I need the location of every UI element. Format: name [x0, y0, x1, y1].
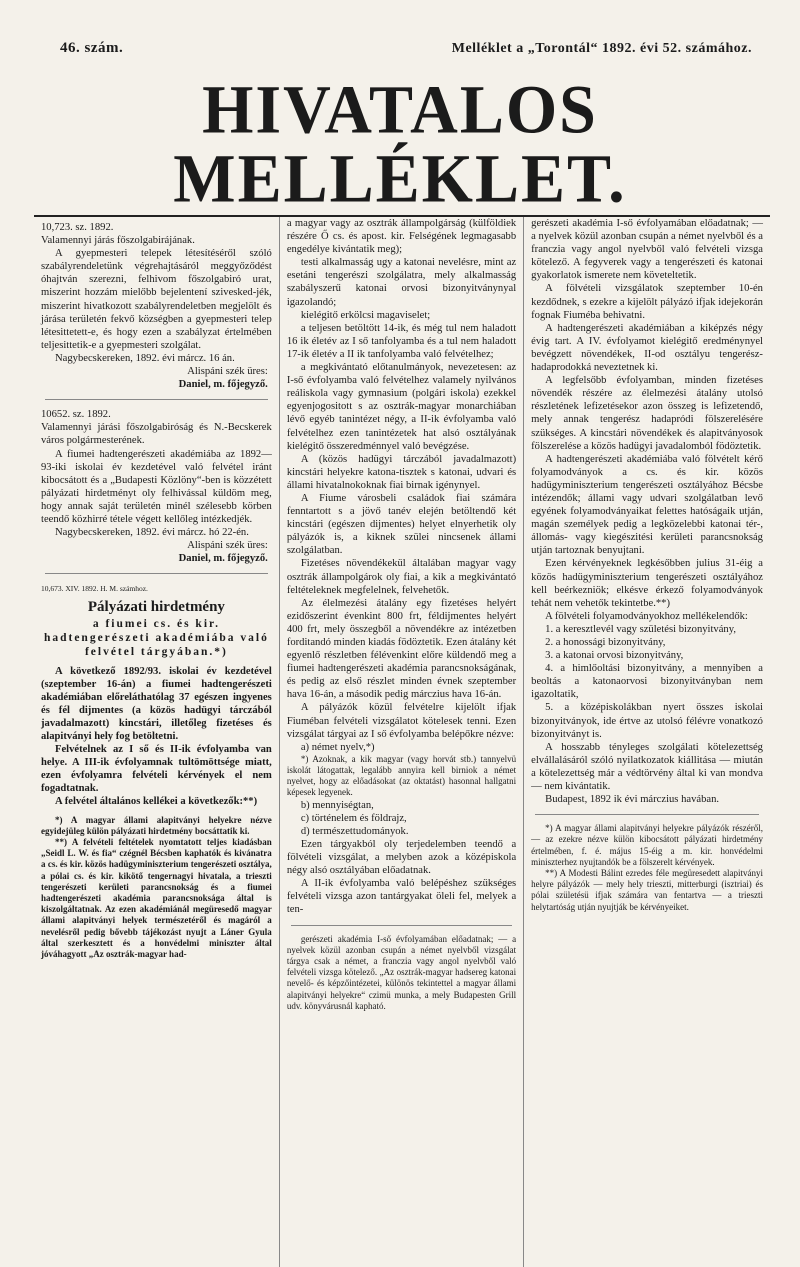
notice3-footnote1: *) A magyar állami alapitványi helyekre nézve egyidejüleg külön pályázati hirdetmény bocsáttatik ki. — [41, 814, 272, 836]
separator — [45, 399, 268, 400]
col3-p4: A hadtengerészeti akadémiába való fölvételt kérő folyamodványok a cs. és kir. közös hadügyminiszterium tengerészeti osztályához Bécsbe intézendők; állami vagy udvari szolgálatban levő egyének folyamodványaikat felettes hatóságaik utján, magán személyek pedig a legközelebbi katonai tér-, állomás- vagy kiegészitési kerületi parancsnokság utján tartoznak benyujtani. — [531, 453, 763, 557]
col3-p6: A fölvételi folyamodványokhoz mellékelendők: — [545, 610, 748, 622]
masthead-title: HIVATALOS MELLÉKLET. — [173, 71, 627, 218]
col3-footnote2: **) A Modesti Bálint ezredes féle megüresedett alapitványi helyre pályázók — mely hely trieszti, mitterburgi (isztriai) és pólai születésü ifjak számára van fentartva — a trieszti helytartóság utján nyujtják be kérvényeiket. — [531, 868, 763, 912]
separator — [535, 814, 759, 815]
col2-p6: A Fiume városbeli családok fiai számára fenntartott s a jövő tanév elején betöltendő két kincstári (egészen dijmentes) helyet elnyerhetik oly pályázók is, a kiknek szülei nincsenek állami szolgálatban. — [286, 492, 517, 557]
col3-p9: 3. a katonai orvosi bizonyitvány, — [545, 650, 684, 662]
col2-p15: A II-ik évfolyamba való belépéshez szükséges felvételi vizsga azon tantárgyakat öleli fel, melyek a ten- — [286, 878, 517, 916]
separator — [291, 925, 512, 926]
col3-p2: A hadtengerészeti akadémiában a kiképzés négy évig tart. A IV. évfolyamot kielégitő eredménynyel bevégzett növendékek, II-od osztályu tengerész-hadaprodokká neveztetnek ki. — [531, 322, 763, 374]
col2-p2: kielégitő erkölcsi magaviselet; — [300, 309, 431, 321]
col2-p5: A (közös hadügyi tárczából javadalmazott) kincstári helyekre katona-tisztek s katonai, udvari és állami hivatalnokoknak fiai birnak igénynyel. — [286, 453, 517, 491]
col2-footnote: *) Azoknak, a kik magyar (vagy horvát stb.) tannyelvü iskolát látogattak, legalább annyira kell birniok a német nyelvet, hogy az előadásokat (az oktatást) hasonnal hallgatni képesek legyenek. — [286, 753, 517, 798]
notice1-sig2: Daniel, m. főjegyző. — [178, 379, 268, 391]
newspaper-page — [20, 0, 780, 1246]
notice2-number: 10652. sz. 1892. — [41, 409, 111, 421]
notice3-p2: Felvételnek az I ső és II-ik évfolyamba van helye. A III-ik évfolyamnak tultömöttsége miatt, ezen évfolyamra felvételi kérvények el nem fogadtatnak. — [41, 744, 272, 795]
col3-footnote1: *) A magyar állami alapitványi helyekre pályázók részéről, — az ezekre nézve külön kibocsátott pályázati hirdetmény értelmében, f. é. május 15-éig a m. kir. honvédelmi miniszterhez nyujtandók be a fölszerelt kérvények. — [531, 823, 763, 867]
col3-date: Budapest, 1892 ik évi márczius havában. — [545, 794, 720, 806]
separator — [45, 573, 268, 574]
col2-p12: c) történelem és földrajz, — [300, 812, 407, 824]
col3-p5: Ezen kérvényeknek legkésőbben julius 31-éig a közös hadügyminiszterium tengerészeti osztályához kell beérkezniök; elkésve érkező folyamodványok tehát nem vehetők tekintetbe.**) — [531, 558, 763, 609]
col3-p7: 1. a keresztlevél vagy születési bizonyitvány, — [545, 623, 736, 635]
col2-p9: A pályázók közül felvételre kijelölt ifjak Fiuméban felvételi vizsgálatot kötelesek tenni. Ezen vizsgálat tárgyai az I ső évfolyamba belépőkre nézve: — [286, 702, 517, 740]
supplement-label: Melléklet a „Torontál“ 1892. évi 52. számához. — [451, 41, 752, 56]
col3-p1: A fölvételi vizsgálatok szeptember 10-én kezdődnek, s ezekre a kijelölt pályázó ifjak idejekorán fognak Fiuméba behivatni. — [531, 283, 763, 321]
notice1-date: Nagybecskereken, 1892. évi márcz. 16 án. — [55, 352, 235, 364]
notice3-title: Pályázati hirdetmény — [87, 599, 225, 616]
col3-p3: A legfelsőbb évfolyamban, minden fizetéses növendék részére az élelmezési átalány utolsó részletének lefizetésekor azon összeg is lefizetendő, mely annak tengerész hadapródi fölszerelésére szükséges. A kincstári növendékek és alapitványosok fölszerelése a közös hadügyi javadalomból födöztetik. — [531, 375, 763, 452]
columns — [34, 217, 770, 1267]
notice1-addressee: Valamennyi járás főszolgabirájának. — [41, 235, 195, 247]
notice1-number: 10,723. sz. 1892. — [41, 222, 114, 233]
notice2-addressee: Valamennyi járási főszolgabiróság és N.-Becskerek város polgármesterének. — [41, 422, 272, 447]
col2-footnote-continued: gerészeti akadémia I-ső évfolyamában előadatnak; — a nyelvek közül azonban csupán a német nyelvből vizsgálat tárgya csak a német, a franczia vagy angol nyelvből való felvételi vizsga kötelező. „Az osztrák-magyar hadsereg katonai nevelő- és képzőintézetei, különös tekintettel a magyar állami alapitványi helyekre“ czimü munka, a mely Budapesten Grill udv. könyvárusnál kapható. — [286, 933, 517, 1011]
notice2-date: Nagybecskereken, 1892. évi márcz. hó 22-én. — [55, 527, 249, 539]
col2-p4: a megkivántató előtanulmányok, nevezetesen: az I-ső évfolyamba való felvételhez valamely nyilvános reáliskola vagy gymnasium (polgári iskola) ezekkel egyenjogositott s az osztrák-magyar monarchiában lévő egyéb tanintézet négy, a II-ik évfolyamba való felvételhez ezen tanintézetek hat alsó osztályának kielégitő összeredménnyel való bevégzése. — [286, 362, 517, 452]
col2-p1: testi alkalmasság ugy a katonai nevelésre, mint az esetáni tengerészi szolgálatra, mely alkalmasság szabályszerű katonai orvosi bizonyitványnyal igazolandó; — [286, 257, 517, 308]
col2-p10: a) német nyelv,*) — [300, 741, 375, 753]
column-3 — [524, 217, 770, 1267]
notice1-body: A gyepmesteri telepek létesítéséről szóló szabályrendeletünk végrehajtásáról meggyőződést óhajtván szerezni, felhivom főszolgabiró urat, miszerint hozzám mielőbb bejelentení szivesked-jék, miszerint hivatkozott szabályrendeletben megjelölt és járása területén fekvő községben a gyepmesteri telep létesittetett-e, és hogy ezen a szabályzat értelmében teljesittetik-e a gyepmesteri szolgálat. — [41, 248, 272, 351]
col2-p11: b) mennyiségtan, — [300, 799, 374, 811]
notice2-sig1: Alispáni szék üres: — [187, 540, 268, 552]
col2-p7: Fizetéses növendékekül általában magyar vagy osztrák állampolgárok oly fiai, a kik a megkivántató feltételeknek megfelelnek, felvehetők. — [286, 558, 517, 596]
notice3-p1: A következő 1892/93. iskolai év kezdetével (szeptember 16-án) a fiumei hadtengerészeti akadémiában előreláthatólag 37 egészen ingyenes és fél dijmentes (a közös hadügyi tárczából javadalmazott) kincstári, illetőleg fizetéses és alapitványi hely fog betöltetni. — [41, 665, 272, 742]
col3-p0: gerészeti akadémia I-ső évfolyamában előadatnak; — a nyelvek közül azonban csupán a német nyelvből és a franczia vagy angol nyelvből való felvételi vizsga kötelező. A fegyverek vagy a tengerészeti és katonai gyakorlatok ismerete nem követeltetik. — [531, 218, 763, 282]
notice3-number: 10,673. XIV. 1892. H. M. számhoz. — [41, 584, 148, 594]
col2-p8: Az élelmezési átalány egy fizetéses helyért ezidőszerint évenkint 800 frt, féldijmentes helyért 400 frt, mely összegből a növendékre az intézetben forditandó minden kiadás födöztetik. Ezen átalány két egyenlő részletben félévenkint előre küldendő meg a fiumei hadtengerészeti akadémia parancsnokságának, és pedig az első részlet minden évnek szeptember hava 16-án, a második pedig márczius hava 16-án. — [286, 597, 517, 701]
notice2-body: A fiumei hadtengerészeti akadémiába az 1892—93-iki iskolai év kezdetével való felvétel iránt kibocsátott és a „Budapesti Közlöny“-ben is közzétett pályázati hirdetményt oly felhivással küldöm meg, hogy annak saját területén minél szélesebb körben teendő közhirré tétele végett kellőleg intézkedjék. — [41, 448, 272, 525]
col3-p8: 2. a honossági bizonyitvány, — [545, 637, 666, 648]
notice2-sig2: Daniel, m. főjegyző. — [178, 553, 268, 565]
col3-p12: A hosszabb tényleges szolgálati kötelezettség elvállalásáról szóló nyilatkozatok kiállitása — miután a kötelezettség már a védtörvény által ki van mondva — nem kivántatik. — [531, 741, 763, 793]
column-1 — [34, 217, 280, 1267]
col3-p10: 4. a himlőoltási bizonyitvány, a mennyiben a beoltás a katonaorvosi bizonyitványban nem igazoltatik, — [531, 663, 763, 701]
col2-p14: Ezen tárgyakból oly terjedelemben teendő a fölvételi vizsgálat, a melyben azok a középiskola négy alsó osztályában előadatnak. — [286, 838, 517, 877]
col2-p0: a magyar vagy az osztrák állampolgárság (külföldiek részére Ő cs. és apost. kir. Felségének legmagasabb engedélye kivántatik meg); — [286, 218, 517, 256]
col2-p3: a teljesen betöltött 14-ik, és még tul nem haladott 16 ik életév az I ső tanfolyamba és a tul nem haladott 17-ik életév a II ik tanfolyamba való felvételhez; — [286, 322, 517, 360]
notice3-p3: A felvétel általános kellékei a következők:**) — [55, 796, 258, 808]
col2-p13: d) természettudományok. — [300, 825, 409, 837]
col3-p11: 5. a középiskolákban nyert összes iskolai bizonyitványok, ide értve az utolsó félévre vonatkozó bizonyitványt is. — [531, 702, 763, 740]
notice3-subtitle: a fiumei cs. és kir. hadtengerészeti akadémiába való felvétel tárgyában.*) — [43, 617, 269, 658]
notice3-footnote2: **) A felvételi feltételek nyomtatott teljes kiadásban „Seidl L. W. és fia“ czégnél Bécsben kaphatók és kivánatra a cs. és kir. közös hadügyminiszterium tengerészeti osztálya, a pólai cs. és kir. kikötő tengernagyi hivatala, a trieszti tengerészeti kerületi parancsnokság és a fiumei hadtengerészeti akadémia parancsnoksága által is kiszolgáltatnak. Az ezen akadémiánál megüresedő magyar állami alapitványi helyek természetéről és magáról a nevelésről pedig bővebb tájékozást nyujt a Láner Gyula által szerkesztett és a honvédelmi miniszter által jóváhagyott „Az osztrák-magyar had- — [41, 836, 272, 959]
issue-number: 46. szám. — [60, 40, 124, 56]
notice1-sig1: Alispáni szék üres: — [187, 366, 268, 378]
column-2 — [280, 217, 524, 1267]
top-line — [20, 10, 780, 61]
